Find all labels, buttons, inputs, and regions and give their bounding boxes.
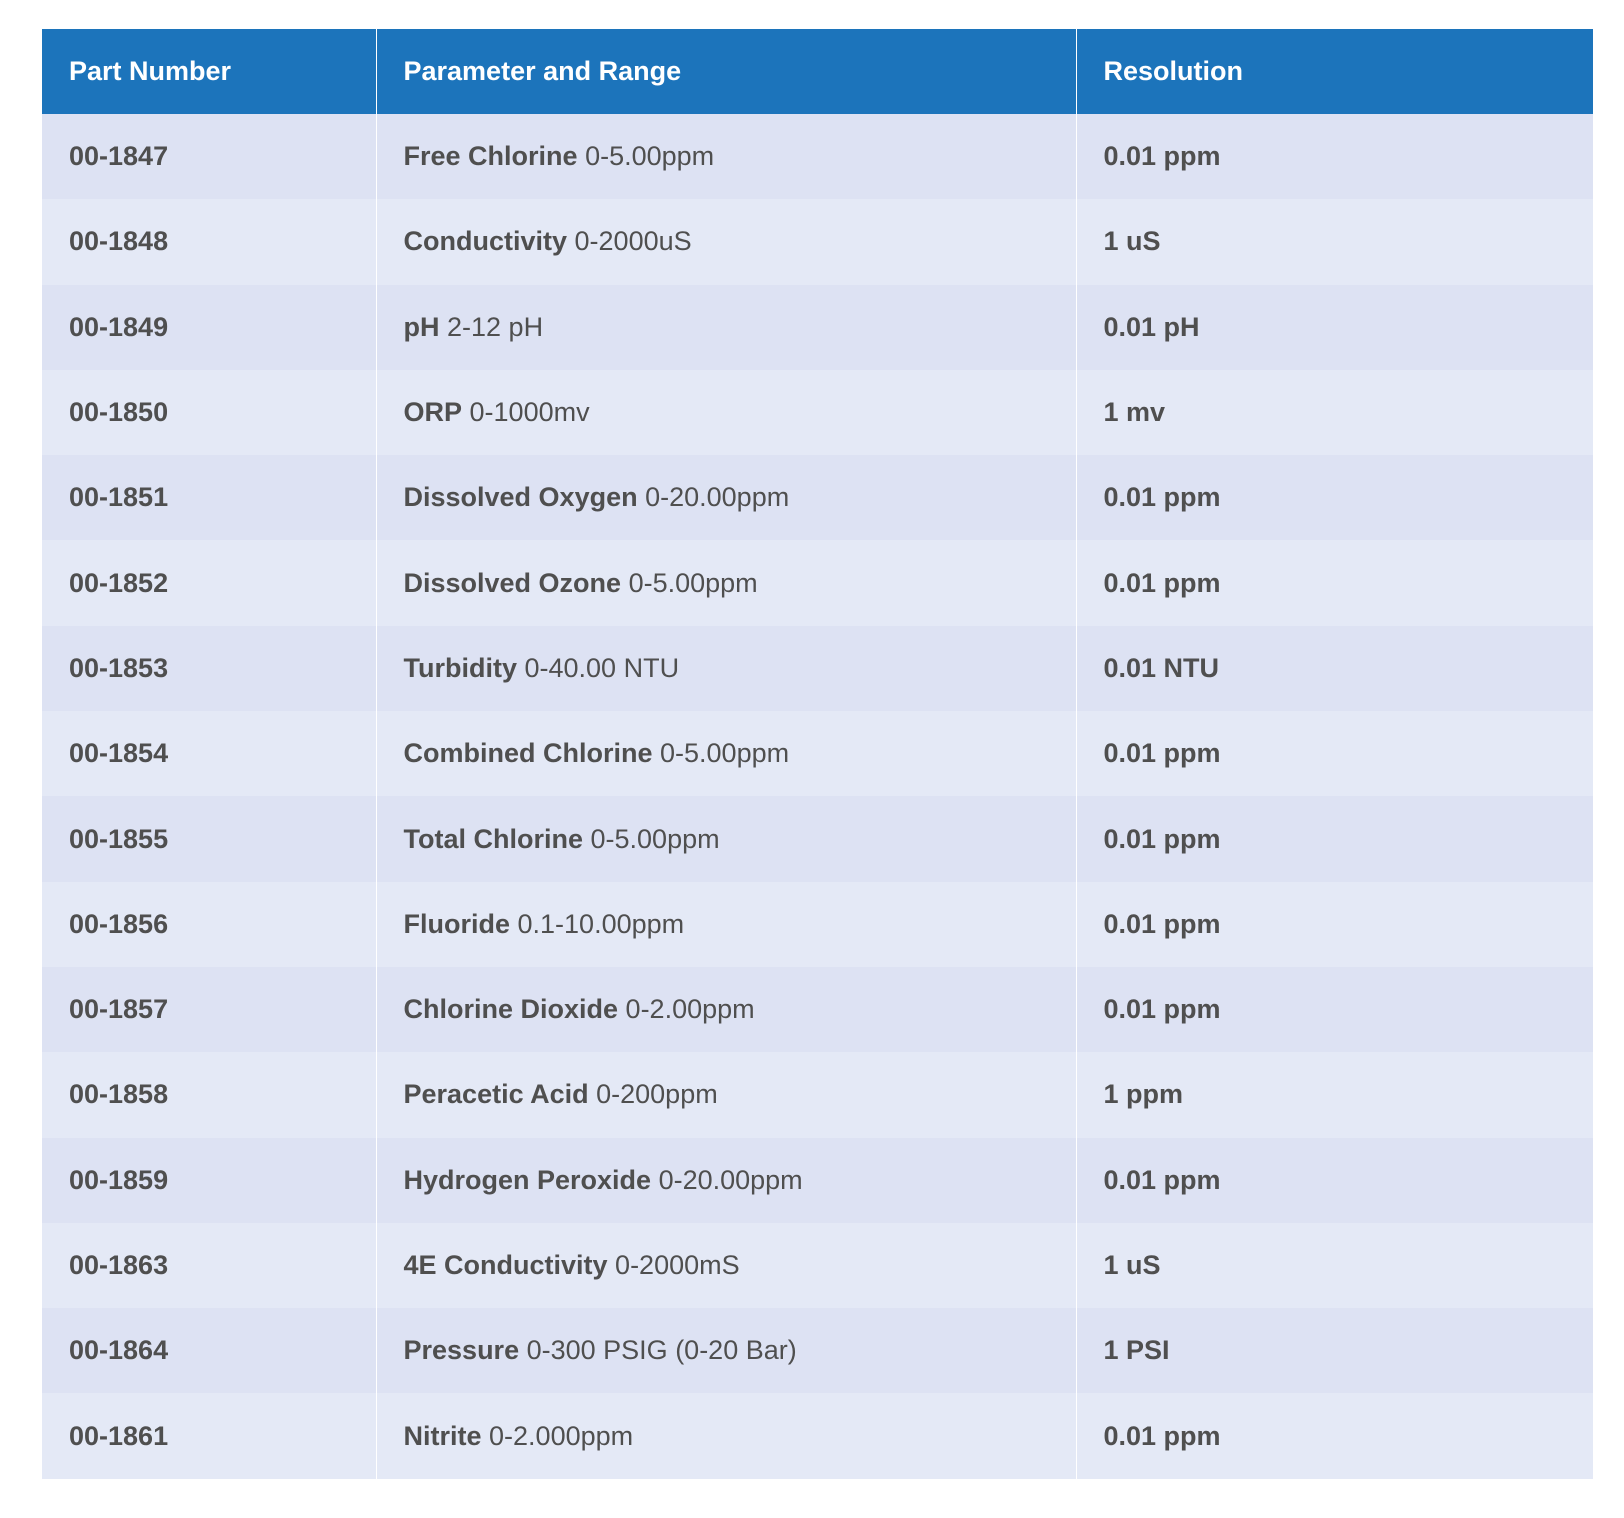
parameter-name: pH <box>403 311 440 342</box>
resolution-cell: 1 PSI <box>1076 1308 1593 1393</box>
header-part-number: Part Number <box>42 29 376 114</box>
parameter-range: 0-5.00ppm <box>590 823 720 854</box>
table-row <box>42 199 1593 284</box>
parameter-name: Conductivity <box>403 226 568 257</box>
parameter-name: Turbidity <box>403 652 517 683</box>
part-number-cell: 00-1853 <box>42 626 376 711</box>
table-row <box>42 882 1593 967</box>
parameter-cell <box>376 1393 1076 1478</box>
table-row <box>42 1308 1593 1393</box>
resolution-cell: 1 ppm <box>1076 1052 1593 1137</box>
part-number-cell: 00-1857 <box>42 967 376 1052</box>
parameter-range: 0.1-10.00ppm <box>517 908 685 939</box>
table-row <box>42 540 1593 625</box>
parameter-range: 0-200ppm <box>596 1079 718 1110</box>
parameter-cell <box>376 199 1076 284</box>
table-row <box>42 1052 1593 1137</box>
parameter-range: 0-2000uS <box>574 226 692 257</box>
parameter-range: 0-5.00ppm <box>628 567 758 598</box>
table-row <box>42 1393 1593 1478</box>
part-number-cell: 00-1863 <box>42 1223 376 1308</box>
part-number-cell: 00-1856 <box>42 882 376 967</box>
resolution-cell: 0.01 ppm <box>1076 455 1593 540</box>
parameter-cell <box>376 1308 1076 1393</box>
parameter-name: Free Chlorine <box>403 141 578 172</box>
table-row <box>42 1223 1593 1308</box>
parameter-name: Chlorine Dioxide <box>403 994 619 1025</box>
resolution-cell: 0.01 pH <box>1076 285 1593 370</box>
part-number-cell: 00-1851 <box>42 455 376 540</box>
parameter-range: 0-2.000ppm <box>489 1420 634 1451</box>
parameter-cell <box>376 711 1076 796</box>
parameter-name: Total Chlorine <box>403 823 583 854</box>
parameter-cell <box>376 1138 1076 1223</box>
parameter-range: 0-40.00 NTU <box>524 652 680 683</box>
parameter-cell <box>376 114 1076 199</box>
resolution-cell: 0.01 ppm <box>1076 882 1593 967</box>
parameter-range: 0-2.00ppm <box>625 994 755 1025</box>
resolution-cell: 1 uS <box>1076 1223 1593 1308</box>
parameter-range: 0-1000mv <box>469 397 590 428</box>
resolution-cell: 0.01 ppm <box>1076 967 1593 1052</box>
resolution-cell: 0.01 NTU <box>1076 626 1593 711</box>
resolution-cell: 0.01 ppm <box>1076 1138 1593 1223</box>
table-row <box>42 455 1593 540</box>
parameter-name: Nitrite <box>403 1420 482 1451</box>
parameter-cell <box>376 285 1076 370</box>
part-number-cell: 00-1849 <box>42 285 376 370</box>
parameter-cell <box>376 1052 1076 1137</box>
parameter-range: 0-2000mS <box>615 1250 740 1280</box>
header-resolution: Resolution <box>1076 29 1593 114</box>
resolution-cell: 0.01 ppm <box>1076 114 1593 199</box>
part-number-cell: 00-1858 <box>42 1052 376 1137</box>
parameter-name: Fluoride <box>403 908 510 939</box>
part-number-cell: 00-1854 <box>42 711 376 796</box>
parameter-range: 2-12 pH <box>447 311 544 342</box>
parameter-name: Combined Chlorine <box>403 738 653 769</box>
parameter-cell <box>376 626 1076 711</box>
parameter-cell <box>376 882 1076 967</box>
table-row <box>42 626 1593 711</box>
parameter-range: 0-20.00ppm <box>645 482 790 513</box>
part-number-cell: 00-1848 <box>42 199 376 284</box>
part-number-cell: 00-1847 <box>42 114 376 199</box>
spec-table <box>42 29 1593 1479</box>
parameter-range: 0-5.00ppm <box>585 141 715 172</box>
table-row <box>42 1138 1593 1223</box>
part-number-cell: 00-1855 <box>42 796 376 881</box>
part-number-cell: 00-1864 <box>42 1308 376 1393</box>
part-number-cell: 00-1852 <box>42 540 376 625</box>
resolution-cell: 0.01 ppm <box>1076 540 1593 625</box>
parameter-name: Dissolved Oxygen <box>403 482 638 513</box>
resolution-cell: 1 uS <box>1076 199 1593 284</box>
table-row <box>42 711 1593 796</box>
parameter-name: Hydrogen Peroxide <box>403 1164 652 1195</box>
parameter-range: 0-300 PSIG (0-20 Bar) <box>526 1335 797 1366</box>
parameter-range: 0-20.00ppm <box>658 1164 803 1195</box>
resolution-cell: 0.01 ppm <box>1076 1393 1593 1478</box>
parameter-name: 4E Conductivity <box>403 1250 608 1280</box>
parameter-name: Peracetic Acid <box>403 1079 589 1110</box>
table-row <box>42 967 1593 1052</box>
table-header-row <box>42 29 1593 114</box>
parameter-cell <box>376 967 1076 1052</box>
parameter-range: 0-5.00ppm <box>660 738 790 769</box>
parameter-name: ORP <box>403 397 463 428</box>
table-row <box>42 796 1593 881</box>
resolution-cell: 1 mv <box>1076 370 1593 455</box>
parameter-cell <box>376 455 1076 540</box>
parameter-name: Pressure <box>403 1335 520 1366</box>
part-number-cell: 00-1861 <box>42 1393 376 1478</box>
parameter-cell <box>376 1223 1076 1308</box>
table-row <box>42 285 1593 370</box>
part-number-cell: 00-1850 <box>42 370 376 455</box>
resolution-cell: 0.01 ppm <box>1076 796 1593 881</box>
parameter-cell <box>376 796 1076 881</box>
table-row <box>42 370 1593 455</box>
part-number-cell: 00-1859 <box>42 1138 376 1223</box>
parameter-cell <box>376 370 1076 455</box>
parameter-cell <box>376 540 1076 625</box>
parameter-name: Dissolved Ozone <box>403 567 622 598</box>
table-row <box>42 114 1593 199</box>
header-parameter-range: Parameter and Range <box>376 29 1076 114</box>
resolution-cell: 0.01 ppm <box>1076 711 1593 796</box>
